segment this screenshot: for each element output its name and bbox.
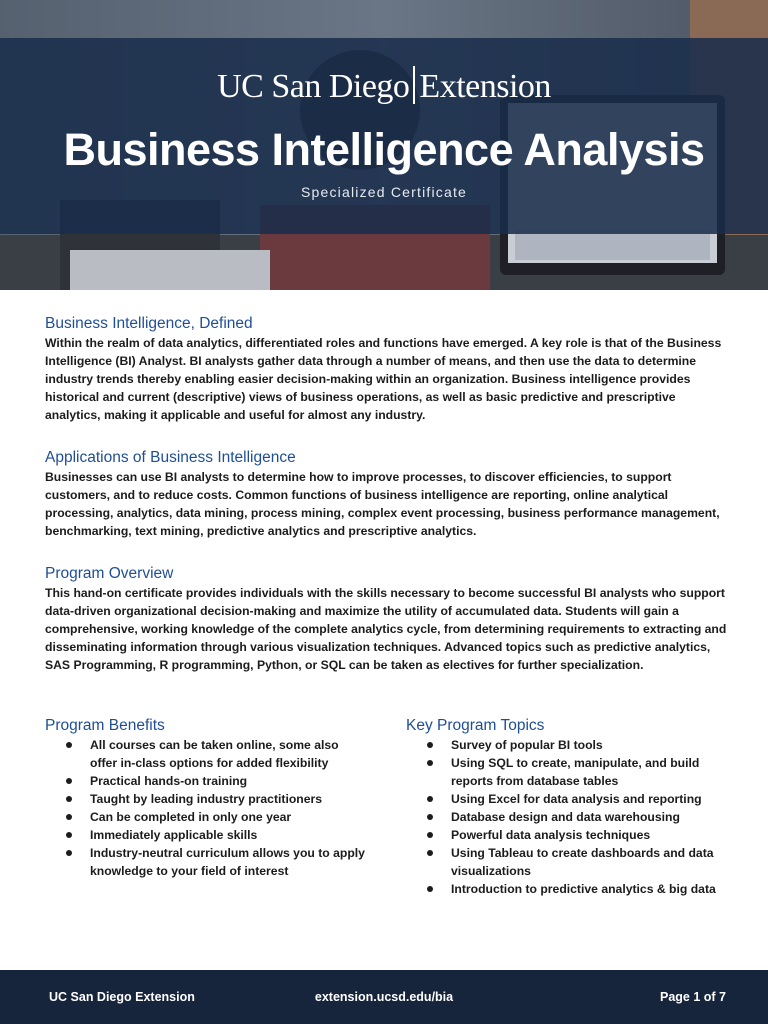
section-heading: Business Intelligence, Defined: [45, 315, 253, 332]
list-item: [406, 826, 727, 844]
list-item: [45, 826, 365, 844]
key-program-topics: [406, 716, 727, 898]
bullet-icon: [66, 796, 72, 802]
page-footer: [0, 970, 768, 1024]
list-item-text: Using SQL to create, manipulate, and build reports from database tables: [451, 756, 700, 788]
list-item-text: Using Excel for data analysis and reporting: [451, 792, 702, 806]
list-item: [406, 790, 727, 808]
page-subtitle: Specialized Certificate: [300, 184, 468, 200]
footer-page-number: Page 1 of 7: [660, 990, 726, 1004]
bullet-icon: [427, 832, 433, 838]
section-heading: Program Overview: [45, 565, 174, 582]
list-item-text: Industry-neutral curriculum allows you to apply knowledge to your field of interest: [90, 846, 365, 878]
list-item: [45, 790, 365, 808]
list-item-text: Can be completed in only one year: [90, 810, 292, 824]
list-item-text: Taught by leading industry practitioners: [90, 792, 323, 806]
list-item: [45, 772, 365, 790]
hero-banner: [0, 0, 768, 290]
bullet-icon: [427, 760, 433, 766]
logo-divider: [413, 66, 415, 104]
bullet-icon: [427, 850, 433, 856]
ucsd-extension-logo: [0, 62, 768, 112]
topics-list: [406, 736, 727, 898]
list-item: [406, 736, 727, 754]
footer-org-name: UC San Diego Extension: [49, 990, 195, 1004]
bullet-icon: [66, 778, 72, 784]
section-body: Within the realm of data analytics, differentiated roles and functions have emerged. A key role is that of the Business Intelligence (BI) Analyst. BI analysts gather data through a number of means, and then use the data to determine industry trends thereby enabling easier decision-making within an organization. Business intelligence provides historical and current (descriptive) views of business operations, as well as basic predictive and prescriptive analytics, making it applicable and useful for almost any industry.: [45, 336, 722, 422]
bullet-icon: [427, 742, 433, 748]
list-item: [406, 808, 727, 826]
logo-ucsd-text: UC San Diego: [217, 68, 410, 105]
list-item-text: Powerful data analysis techniques: [451, 828, 651, 842]
list-item-text: Introduction to predictive analytics & big data: [451, 882, 716, 896]
list-item: [406, 880, 727, 898]
list-item-text: Database design and data warehousing: [451, 810, 680, 824]
bullet-icon: [427, 814, 433, 820]
footer-url-link[interactable]: extension.ucsd.edu/bia: [314, 990, 454, 1004]
list-item-text: Immediately applicable skills: [90, 828, 258, 842]
bullet-icon: [66, 832, 72, 838]
list-item: [45, 808, 365, 826]
benefits-list: [45, 736, 365, 880]
list-item: [45, 736, 365, 772]
list-item-text: Using Tableau to create dashboards and data visualizations: [451, 846, 714, 878]
logo-extension-text: Extension: [419, 68, 551, 105]
section-bi-applications: [45, 448, 727, 540]
section-program-overview: [45, 564, 727, 674]
main-content: [45, 314, 727, 698]
bullet-icon: [66, 742, 72, 748]
section-body: This hand-on certificate provides individuals with the skills necessary to become successful BI analysts who support data-driven organizational decision-making and maximize the utility of accumulated data. Students will gain a comprehensive, working knowledge of the complete analytics cycle, from determining requirements to extracting and disseminating information through various visualization techniques. Advanced topics such as predictive analytics, SAS Programming, R programming, Python, or SQL can be taken as electives for further specialization.: [45, 586, 727, 672]
program-benefits: [45, 716, 365, 880]
bullet-icon: [427, 886, 433, 892]
section-heading: Applications of Business Intelligence: [45, 449, 296, 466]
list-item: [45, 844, 365, 880]
bullet-icon: [66, 850, 72, 856]
bullet-icon: [427, 796, 433, 802]
topics-heading: Key Program Topics: [406, 717, 545, 734]
list-item-text: All courses can be taken online, some also offer in-class options for added flexibility: [90, 738, 339, 770]
page-title: Business Intelligence Analysis: [63, 124, 705, 175]
list-item: [406, 754, 727, 790]
list-item: [406, 844, 727, 880]
bullet-icon: [66, 814, 72, 820]
section-bi-defined: [45, 314, 727, 424]
list-item-text: Practical hands-on training: [90, 774, 248, 788]
section-body: Businesses can use BI analysts to determine how to improve processes, to discover efficiencies, to support customers, and to reduce costs. Common functions of business intelligence are reporting, online analytical processing, analytics, data mining, process mining, complex event processing, business performance management, benchmarking, text mining, predictive analytics and prescriptive analytics.: [45, 470, 720, 538]
benefits-heading: Program Benefits: [45, 717, 165, 734]
list-item-text: Survey of popular BI tools: [451, 738, 603, 752]
